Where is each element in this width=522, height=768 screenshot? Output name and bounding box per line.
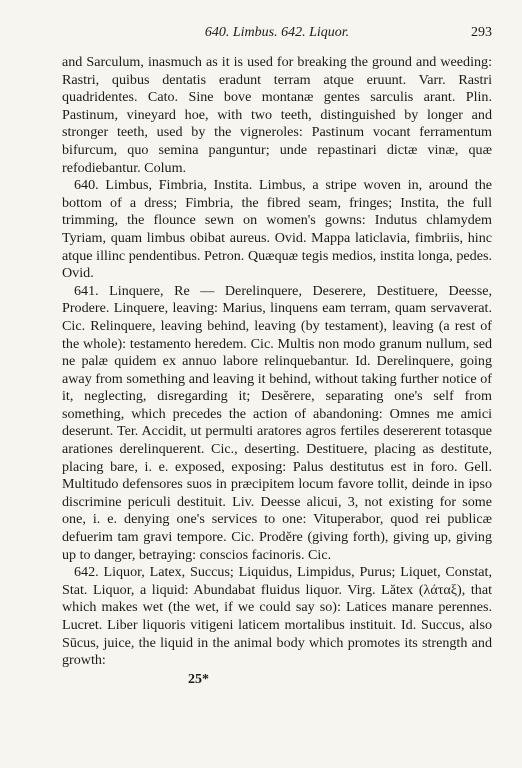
signature-mark: 25* [188,671,209,687]
paragraph-continuation: and Sarculum, inasmuch as it is used for breaking the ground and weeding: Rastri, quibus dentatis eradunt terram atque eruunt. Varr. Rastri quadridentes. Cato. Sine bove montanæ gentes sarculis arant. Plin. Pastinum, vineyard hoe, with two teeth, distinguished by longer and stronger teeth, used by the vigneroles: Pastinum vocant ferramentum bifurcum, quo semina panguntur; unde repastinari dictæ vinæ, quæ refodiebantur. Colum. [62,54,492,176]
paragraph-641: 641. Linquere, Re — Derelinquere, Deserere, Destituere, Deesse, Prodere. Linquere, leaving: Marius, linquens eam terram, quam servaverat. Cic. Relinquere, leaving behind, leaving (by testament), leaving (a rest of the whole): testamento heredem. Cic. Multis non modo granum nullum, sed ne palæ quidem ex annuo labore relinquebantur. Id. Derelinquere, going away from something and leaving it behind, without taking further notice of it, neglecting, disregarding it; Desĕrere, separating one's self from something, which precedes the action of abandoning: Omnes me amici deserunt. Ter. Accidit, ut permulti aratores agros fertiles desererent totasque arationes derelinquerent. Cic., deserting. Destituere, placing as destitute, placing bare, i. e. exposed, exposing: Palus destitutus est in foro. Gell. Multitudo defensores suos in præcipitem locum favore tollit, deinde in ipso discrimine periculi destituit. Liv. Deesse alicui, 3, not existing for some one, i. e. denying one's services to one: Vituperabor, quod rei publicæ defuerim tam gravi tempore. Cic. Prodĕre (giving forth), giving up, giving up to danger, betraying: conscios facinoris. Cic. [62,282,492,563]
running-header [62,20,492,46]
paragraph-642: 642. Liquor, Latex, Succus; Liquidus, Limpidus, Purus; Liquet, Constat, Stat. Liquor, a liquid: Abundabat fluidus liquor. Virg. Lătex (λάταξ), that which makes wet (the wet, if we could say so): Latices manare perennes. Lucret. Liber liquoris vitigeni laticem mortalibus instituit. Id. Succus, also Sūcus, juice, the liquid in the animal body which promotes its strength and growth: [62,564,492,669]
body-text [62,54,492,670]
header-title: 640. Limbus. 642. Liquor. [204,25,350,40]
paragraph-640: 640. Limbus, Fimbria, Instita. Limbus, a stripe woven in, around the bottom of a dress; Fimbria, the fibred seam, fringes; Instita, the full trimming, the flounce sewn on women's gowns: Indutus chlamydem Tyriam, quam limbus obibat aureus. Ovid. Mappa laticlavia, fimbriis, hinc atque illinc pendentibus. Petron. Quæquæ tegis medios, instita longa, pedes. Ovid. [62,177,492,282]
page-number: 293 [471,25,492,40]
